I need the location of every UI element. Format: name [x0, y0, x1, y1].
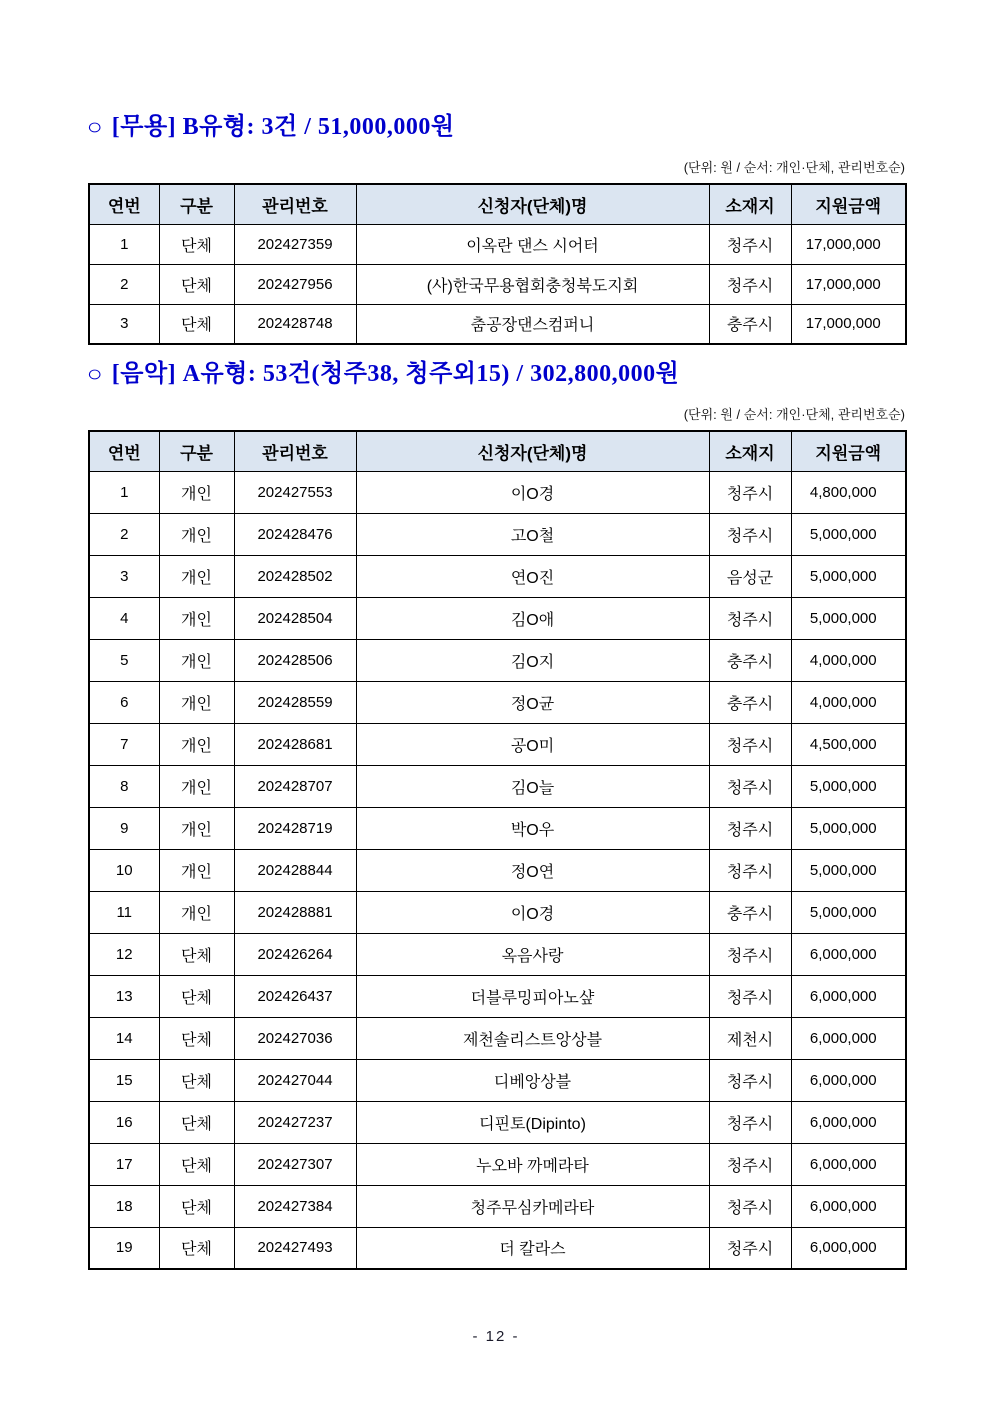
cell-applicant-name: 더 칼라스: [356, 1227, 709, 1269]
cell-applicant-name: 청주무심카메라타: [356, 1185, 709, 1227]
table-row: [89, 304, 906, 344]
cell-category: 단체: [159, 1227, 234, 1269]
cell-serial-number: 7: [89, 723, 159, 765]
table-row: [89, 807, 906, 849]
column-header-applicant-name: 신청자(단체)명: [356, 184, 709, 224]
cell-support-amount: 5,000,000: [791, 513, 906, 555]
table-row: [89, 555, 906, 597]
cell-location: 청주시: [709, 224, 791, 264]
table-row: [89, 597, 906, 639]
cell-location: 청주시: [709, 975, 791, 1017]
cell-support-amount: 5,000,000: [791, 891, 906, 933]
cell-applicant-name: 춤공장댄스컴퍼니: [356, 304, 709, 344]
column-header-support-amount: 지원금액: [791, 184, 906, 224]
cell-support-amount: 6,000,000: [791, 975, 906, 1017]
table-row: [89, 513, 906, 555]
cell-applicant-name: 정O균: [356, 681, 709, 723]
cell-support-amount: 4,000,000: [791, 681, 906, 723]
cell-management-number: 202428844: [234, 849, 356, 891]
cell-category: 단체: [159, 224, 234, 264]
cell-category: 개인: [159, 597, 234, 639]
cell-management-number: 202427553: [234, 471, 356, 513]
cell-category: 개인: [159, 891, 234, 933]
cell-serial-number: 6: [89, 681, 159, 723]
cell-management-number: 202428506: [234, 639, 356, 681]
cell-category: 개인: [159, 513, 234, 555]
cell-serial-number: 3: [89, 555, 159, 597]
cell-applicant-name: 더블루밍피아노샾: [356, 975, 709, 1017]
table-row: [89, 1143, 906, 1185]
cell-applicant-name: 이옥란 댄스 시어터: [356, 224, 709, 264]
cell-serial-number: 4: [89, 597, 159, 639]
column-header-location: 소재지: [709, 184, 791, 224]
table-row: [89, 723, 906, 765]
table-row: [89, 1101, 906, 1143]
cell-location: 청주시: [709, 1143, 791, 1185]
cell-serial-number: 11: [89, 891, 159, 933]
column-header-serial: 연번: [89, 431, 159, 471]
cell-applicant-name: 이O경: [356, 891, 709, 933]
cell-category: 개인: [159, 639, 234, 681]
table-header-row: [89, 184, 906, 224]
column-header-category: 구분: [159, 431, 234, 471]
cell-management-number: 202426437: [234, 975, 356, 1017]
section-title: [88, 112, 905, 142]
circle-bullet-icon: ○: [86, 361, 104, 386]
table-row: [89, 975, 906, 1017]
cell-serial-number: 1: [89, 471, 159, 513]
grant-table-music: [88, 430, 907, 1270]
column-header-category: 구분: [159, 184, 234, 224]
table-row: [89, 264, 906, 304]
cell-location: 청주시: [709, 849, 791, 891]
unit-note: (단위: 원 / 순서: 개인·단체, 관리번호순): [683, 407, 905, 422]
cell-location: 제천시: [709, 1017, 791, 1059]
cell-serial-number: 18: [89, 1185, 159, 1227]
cell-serial-number: 8: [89, 765, 159, 807]
cell-management-number: 202427307: [234, 1143, 356, 1185]
cell-support-amount: 6,000,000: [791, 1227, 906, 1269]
table-row: [89, 639, 906, 681]
cell-category: 개인: [159, 471, 234, 513]
cell-support-amount: 5,000,000: [791, 597, 906, 639]
cell-applicant-name: (사)한국무용협회충청북도지회: [356, 264, 709, 304]
cell-location: 청주시: [709, 264, 791, 304]
cell-category: 단체: [159, 1017, 234, 1059]
cell-serial-number: 13: [89, 975, 159, 1017]
cell-location: 청주시: [709, 765, 791, 807]
cell-location: 음성군: [709, 555, 791, 597]
cell-support-amount: 17,000,000: [791, 224, 906, 264]
table-row: [89, 471, 906, 513]
table-row: [89, 1185, 906, 1227]
cell-serial-number: 5: [89, 639, 159, 681]
cell-applicant-name: 김O늘: [356, 765, 709, 807]
cell-management-number: 202427044: [234, 1059, 356, 1101]
cell-location: 청주시: [709, 1059, 791, 1101]
cell-support-amount: 4,000,000: [791, 639, 906, 681]
cell-support-amount: 17,000,000: [791, 264, 906, 304]
cell-serial-number: 1: [89, 224, 159, 264]
column-header-applicant-name: 신청자(단체)명: [356, 431, 709, 471]
cell-serial-number: 17: [89, 1143, 159, 1185]
cell-category: 단체: [159, 975, 234, 1017]
cell-management-number: 202427237: [234, 1101, 356, 1143]
cell-applicant-name: 공O미: [356, 723, 709, 765]
cell-support-amount: 6,000,000: [791, 933, 906, 975]
cell-category: 단체: [159, 304, 234, 344]
cell-management-number: 202427036: [234, 1017, 356, 1059]
cell-management-number: 202428504: [234, 597, 356, 639]
cell-applicant-name: 누오바 까메라타: [356, 1143, 709, 1185]
table-row: [89, 681, 906, 723]
cell-applicant-name: 연O진: [356, 555, 709, 597]
cell-support-amount: 6,000,000: [791, 1017, 906, 1059]
cell-management-number: 202427359: [234, 224, 356, 264]
cell-location: 청주시: [709, 933, 791, 975]
cell-category: 개인: [159, 849, 234, 891]
cell-category: 단체: [159, 1059, 234, 1101]
cell-category: 개인: [159, 723, 234, 765]
cell-category: 단체: [159, 1185, 234, 1227]
cell-location: 청주시: [709, 1227, 791, 1269]
cell-category: 단체: [159, 1143, 234, 1185]
table-row: [89, 849, 906, 891]
table-row: [89, 765, 906, 807]
table-row: [89, 1059, 906, 1101]
unit-note: (단위: 원 / 순서: 개인·단체, 관리번호순): [683, 160, 905, 175]
table-row: [89, 1017, 906, 1059]
cell-applicant-name: 박O우: [356, 807, 709, 849]
cell-management-number: 202426264: [234, 933, 356, 975]
cell-location: 청주시: [709, 1185, 791, 1227]
column-header-location: 소재지: [709, 431, 791, 471]
cell-serial-number: 2: [89, 264, 159, 304]
cell-location: 충주시: [709, 681, 791, 723]
table-row: [89, 224, 906, 264]
column-header-serial: 연번: [89, 184, 159, 224]
column-header-management-number: 관리번호: [234, 431, 356, 471]
table-header-row: [89, 431, 906, 471]
cell-serial-number: 12: [89, 933, 159, 975]
cell-category: 단체: [159, 1101, 234, 1143]
cell-management-number: 202428719: [234, 807, 356, 849]
cell-applicant-name: 디핀토(Dipinto): [356, 1101, 709, 1143]
cell-serial-number: 9: [89, 807, 159, 849]
cell-support-amount: 17,000,000: [791, 304, 906, 344]
cell-location: 청주시: [709, 471, 791, 513]
column-header-management-number: 관리번호: [234, 184, 356, 224]
cell-management-number: 202428881: [234, 891, 356, 933]
table-row: [89, 933, 906, 975]
cell-serial-number: 14: [89, 1017, 159, 1059]
cell-serial-number: 15: [89, 1059, 159, 1101]
cell-applicant-name: 제천솔리스트앙상블: [356, 1017, 709, 1059]
cell-serial-number: 3: [89, 304, 159, 344]
cell-support-amount: 5,000,000: [791, 555, 906, 597]
cell-location: 충주시: [709, 639, 791, 681]
cell-management-number: 202428559: [234, 681, 356, 723]
page-number: - 12 -: [472, 1328, 520, 1345]
cell-applicant-name: 정O연: [356, 849, 709, 891]
cell-support-amount: 6,000,000: [791, 1059, 906, 1101]
cell-support-amount: 5,000,000: [791, 849, 906, 891]
section-music-a-type: [88, 359, 905, 1270]
section-title-text: [음악] A유형: 53건(청주38, 청주외15) / 302,800,000원: [111, 361, 680, 387]
cell-management-number: 202427956: [234, 264, 356, 304]
cell-category: 개인: [159, 765, 234, 807]
cell-serial-number: 10: [89, 849, 159, 891]
cell-category: 개인: [159, 555, 234, 597]
page-content: [88, 112, 905, 1270]
cell-applicant-name: 디베앙상블: [356, 1059, 709, 1101]
cell-management-number: 202428476: [234, 513, 356, 555]
cell-location: 청주시: [709, 513, 791, 555]
cell-support-amount: 4,500,000: [791, 723, 906, 765]
cell-category: 단체: [159, 264, 234, 304]
cell-location: 청주시: [709, 723, 791, 765]
section-title-text: [무용] B유형: 3건 / 51,000,000원: [111, 114, 455, 140]
section-dance-b-type: [88, 112, 905, 345]
cell-management-number: 202428707: [234, 765, 356, 807]
cell-category: 개인: [159, 807, 234, 849]
cell-management-number: 202428502: [234, 555, 356, 597]
cell-applicant-name: 고O철: [356, 513, 709, 555]
cell-applicant-name: 김O지: [356, 639, 709, 681]
table-row: [89, 1227, 906, 1269]
cell-management-number: 202427493: [234, 1227, 356, 1269]
cell-category: 개인: [159, 681, 234, 723]
cell-management-number: 202428681: [234, 723, 356, 765]
table-row: [89, 891, 906, 933]
grant-table-dance: [88, 183, 907, 345]
section-title: [88, 359, 905, 389]
cell-applicant-name: 옥음사랑: [356, 933, 709, 975]
cell-support-amount: 5,000,000: [791, 765, 906, 807]
cell-location: 청주시: [709, 597, 791, 639]
cell-support-amount: 4,800,000: [791, 471, 906, 513]
cell-applicant-name: 김O애: [356, 597, 709, 639]
cell-management-number: 202428748: [234, 304, 356, 344]
cell-applicant-name: 이O경: [356, 471, 709, 513]
cell-serial-number: 16: [89, 1101, 159, 1143]
circle-bullet-icon: ○: [86, 114, 104, 139]
cell-category: 단체: [159, 933, 234, 975]
cell-location: 충주시: [709, 304, 791, 344]
cell-location: 청주시: [709, 807, 791, 849]
cell-location: 충주시: [709, 891, 791, 933]
cell-location: 청주시: [709, 1101, 791, 1143]
cell-serial-number: 19: [89, 1227, 159, 1269]
cell-support-amount: 6,000,000: [791, 1185, 906, 1227]
cell-support-amount: 5,000,000: [791, 807, 906, 849]
cell-serial-number: 2: [89, 513, 159, 555]
cell-support-amount: 6,000,000: [791, 1101, 906, 1143]
cell-support-amount: 6,000,000: [791, 1143, 906, 1185]
column-header-support-amount: 지원금액: [791, 431, 906, 471]
cell-management-number: 202427384: [234, 1185, 356, 1227]
